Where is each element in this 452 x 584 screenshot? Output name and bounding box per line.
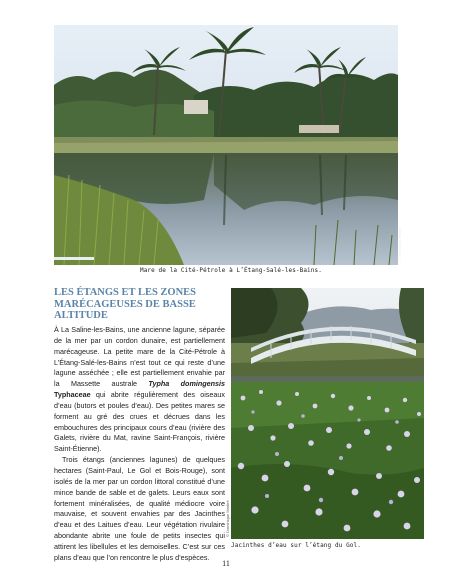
species-name: Typha domingensis [148,379,225,389]
page-number: 11 [222,559,230,568]
paragraph-text: qui abrite régulièrement des oiseaux d’eau (butors et poules d’eau). Des petites mares se forment au gré des crues et décrues dans les embouchures des principaux cours d’eau (rivière des Galets, rivière du Mat, ravine Saint-François, rivière Saint-Étienne). [54,390,225,454]
pond-photo [54,25,398,265]
photo-caption: Mare de la Cité-Pétrole à L’Étang-Salé-les-Bains. [140,267,322,274]
paragraph-text: À La Saline-les-Bains, une ancienne lagune, séparée de la mer par un cordon dunaire, est partiellement marécageuse. La petite mare de la Cité-Pétrole à L’Étang-Salé-les-Bains n’est tout ce qui reste d’une lagune asséchée ; elle est partiellement envahie par la Massette australe [54,325,225,389]
pond-photo-image [54,25,398,265]
water-hyacinth-photo [231,288,424,539]
paragraph: Trois étangs (anciennes lagunes) de quelques hectares (Saint-Paul, Le Gol et Bois-Rouge), sont isolés de la mer par un cordon littoral constitué d’une mince bande de sable et de galets. Leurs eaux sont fortement minéralisées, de qualité médiocre voire mauvaise, et souvent envahies par des Jacinthes d’eau et des Laitues d’eau. Leur végétation rivulaire abondante abrite une foule de petits insectes qui attirent les libellules et les demoiselles. C’est sur ces plans d’eau que l’on rencontre le plus d’espèces. [54,455,225,562]
photo-credit: © Dominique Martiré [225,500,230,537]
section-body [54,325,225,564]
section-heading: LES ÉTANGS ET LES ZONES MARÉCAGEUSES DE BASSE ALTITUDE [54,287,197,321]
family-name: Typhaceae [54,390,91,400]
water-hyacinth-photo-image [231,288,424,539]
photo-caption: Jacinthes d’eau sur l’étang du Gol. [231,542,361,549]
paragraph [54,325,225,455]
photo-credit: © Dominique Martiré [397,226,402,263]
